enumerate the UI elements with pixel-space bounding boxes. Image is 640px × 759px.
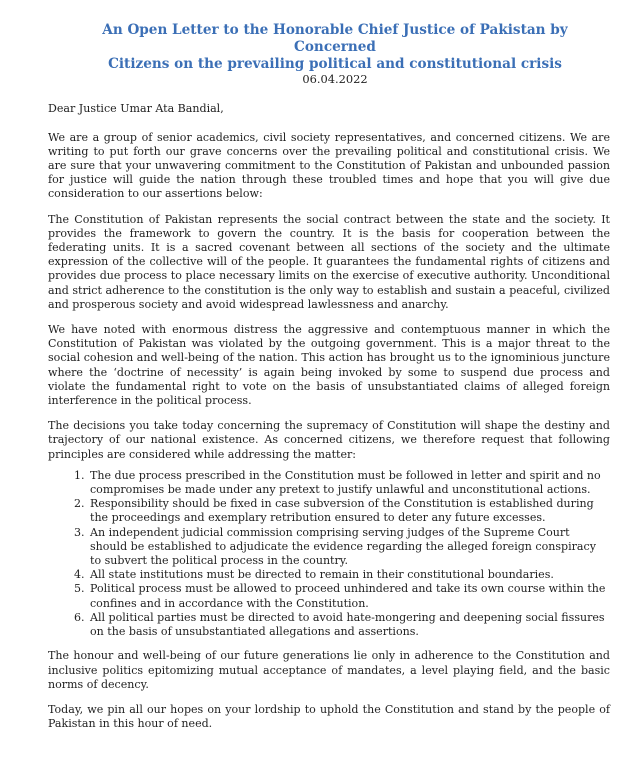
paragraph-constitution: The Constitution of Pakistan represents the social contract between the state and the society. It provides the framework to govern the country. It is the basis for cooperation between the federating units. It is a sacred covenant between all sections of the society and the ultimate expression of the collective will of the people. It guarantees the fundamental rights of citizens and provides due process to place necessary limits on the exercise of executive authority. Unconditional and strict adherence to the constitution is the only way to establish and sustain a peaceful, civilized and prosperous society and avoid widespread lawlessness and anarchy. — [48, 212, 610, 311]
paragraph-intro: We are a group of senior academics, civil society representatives, and concerned citizens. We are writing to put forth our grave concerns over the prevailing political and constitutional crisis. We are sure that your unwavering commitment to the Constitution of Pakistan and unbounded passion for justice will guide the nation through these troubled times and hope that you will give due consideration to our assertions below: — [48, 130, 610, 201]
salutation: Dear Justice Umar Ata Bandial, — [48, 102, 224, 116]
list-item: 6. All political parties must be directed to avoid hate-mongering and deepening social fissures on the basis of unsubstantiated allegations and assertions. — [88, 611, 610, 639]
list-item: 4. All state institutions must be directed to remain in their constitutional boundaries. — [88, 568, 610, 582]
title-line-1: An Open Letter to the Honorable Chief Justice of Pakistan by Concerned — [102, 22, 568, 55]
paragraph-violation: We have noted with enormous distress the aggressive and contemptuous manner in which the Constitution of Pakistan was violated by the outgoing government. This is a major threat to the social cohesion and well-being of the nation. This action has brought us to the ignominious juncture where the ‘doctrine of necessity’ is again being invoked by some to suspend due process and violate the fundamental right to vote on the basis of unsubstantiated claims of alleged foreign interference in the political process. — [48, 323, 610, 408]
list-item: 3. An independent judicial commission comprising serving judges of the Supreme Court should be established to adjudicate the evidence regarding the alleged foreign conspiracy to subvert the political process in the country. — [88, 526, 610, 569]
paragraph-final: Today, we pin all our hopes on your lordship to uphold the Constitution and stand by the people of Pakistan in this hour of need. — [48, 702, 610, 731]
letter-date: 06.04.2022 — [302, 72, 368, 87]
list-item: 2. Responsibility should be fixed in case subversion of the Constitution is established during the proceedings and exemplary retribution ensured to deter any future excesses. — [88, 497, 610, 525]
paragraph-request: The decisions you take today concerning the supremacy of Constitution will shape the destiny and trajectory of our national existence. As concerned citizens, we therefore request that following principles are considered while addressing the matter: — [48, 419, 610, 461]
list-item: 1. The due process prescribed in the Constitution must be followed in letter and spirit and no compromises be made under any pretext to justify unlawful and unconstitutional actions. — [88, 469, 610, 497]
letter-title — [48, 22, 610, 72]
list-item: 5. Political process must be allowed to proceed unhindered and take its own course within the confines and in accordance with the Constitution. — [88, 582, 610, 610]
title-line-2: Citizens on the prevailing political and constitutional crisis — [108, 55, 562, 72]
principles-list — [48, 469, 610, 639]
paragraph-closing: The honour and well-being of our future generations lie only in adherence to the Constitution and inclusive politics epitomizing mutual acceptance of mandates, a level playing field, and the basic norms of decency. — [48, 649, 610, 691]
